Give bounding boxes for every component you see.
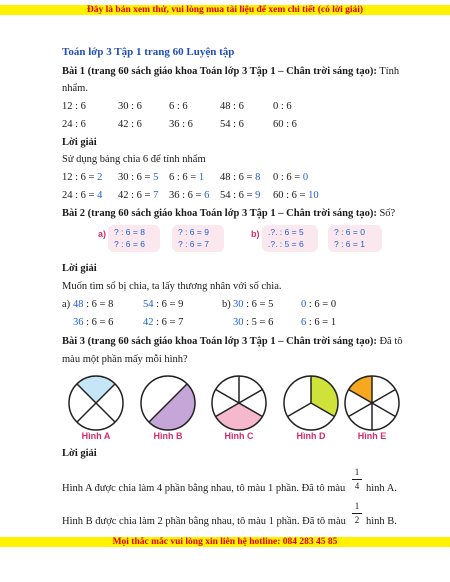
- bai2-chip: .?. : 6 = 5 .?. : 5 = 6: [262, 225, 318, 252]
- bai1-answer: 12 : 6 = 2: [62, 172, 103, 183]
- bai3-task-cont: màu một phần mấy mỗi hình?: [62, 354, 188, 365]
- bai1-expr: 36 : 6: [169, 119, 193, 130]
- bai3-heading-line: [62, 336, 403, 347]
- circle-e: [345, 376, 399, 430]
- bai2-chip: ? : 6 = 9 ? : 6 = 7: [172, 225, 224, 252]
- caption-b: Hình B: [153, 431, 183, 441]
- bai1-expr: 24 : 6: [62, 119, 86, 130]
- bai2-answer: 48 : 6 = 8: [73, 299, 114, 310]
- bai1-hint: Sử dụng bảng chia 6 để tính nhẩm: [62, 154, 206, 165]
- bai1-expr: 42 : 6: [118, 119, 142, 130]
- bai2-tag-b: b): [251, 229, 260, 239]
- bai1-expr: 12 : 6: [62, 101, 86, 112]
- bai2-answer: 54 : 6 = 9: [143, 299, 184, 310]
- caption-a: Hình A: [81, 431, 111, 441]
- page-title: Toán lớp 3 Tập 1 trang 60 Luyện tập: [62, 46, 235, 58]
- bai1-answer: 60 : 6 = 10: [273, 190, 319, 201]
- bai1-expr: 30 : 6: [118, 101, 142, 112]
- bai1-answer: 0 : 6 = 0: [273, 172, 309, 183]
- bai1-answer: 42 : 6 = 7: [118, 190, 159, 201]
- bai1-row2: [62, 119, 362, 133]
- caption-e: Hình E: [357, 431, 387, 441]
- bai2-answer: 30 : 6 = 5: [233, 299, 274, 310]
- bai2-answer: 6 : 6 = 1: [301, 317, 337, 328]
- bai2-chip: ? : 6 = 8 ? : 6 = 6: [108, 225, 160, 252]
- bai1-loigiai: Lời giải: [62, 137, 97, 148]
- bai1-ans-row2: [62, 190, 392, 204]
- bai2-answer: 30 : 5 = 6: [233, 317, 274, 328]
- bai3-line-a: Hình A được chia làm 4 phần bằng nhau, tô màu 1 phần. Đã tô màu: [62, 483, 346, 494]
- bai2-ans-row2: [62, 317, 382, 331]
- bai1-task-cont: nhẩm.: [62, 83, 88, 94]
- bai2-ans-row1: [62, 299, 382, 313]
- bai2-task: Số?: [379, 208, 396, 219]
- bai1-answer: 54 : 6 = 9: [220, 190, 261, 201]
- circle-c: [212, 376, 266, 430]
- circle-b: [141, 376, 195, 430]
- bai2-heading-line: [62, 208, 395, 219]
- bai3-line-b: Hình B được chia làm 2 phần bằng nhau, tô màu 1 phần. Đã tô màu: [62, 516, 346, 527]
- bai1-task: Tính: [379, 66, 400, 77]
- bai3-heading: Bài 3 (trang 60 sách giáo khoa Toán lớp 3 Tập 1 – Chân trời sáng tạo):: [62, 336, 377, 347]
- preview-banner: Đây là bản xem thử, vui lòng mua tài liệu để xem chi tiết (có lời giải): [0, 5, 450, 15]
- bai1-expr: 6 : 6: [169, 101, 188, 112]
- bai2-hint: Muốn tìm số bị chia, ta lấy thương nhân với số chia.: [62, 281, 282, 292]
- bai2-label-b: b): [222, 299, 231, 310]
- bai1-expr: 0 : 6: [273, 101, 292, 112]
- bai1-answer: 30 : 6 = 5: [118, 172, 159, 183]
- bai1-answer: 6 : 6 = 1: [169, 172, 205, 183]
- caption-c: Hình C: [224, 431, 254, 441]
- bai1-answer: 24 : 6 = 4: [62, 190, 103, 201]
- bai2-heading: Bài 2 (trang 60 sách giáo khoa Toán lớp 3 Tập 1 – Chân trời sáng tạo):: [62, 208, 377, 219]
- bai1-expr: 60 : 6: [273, 119, 297, 130]
- bai2-loigiai: Lời giải: [62, 263, 97, 274]
- bai1-expr: 54 : 6: [220, 119, 244, 130]
- caption-d: Hình D: [296, 431, 326, 441]
- bai1-expr: 48 : 6: [220, 101, 244, 112]
- bai1-answer: 36 : 6 = 6: [169, 190, 210, 201]
- bai3-circles: [60, 372, 400, 434]
- bai1-heading: Bài 1 (trang 60 sách giáo khoa Toán lớp 3 Tập 1 – Chân trời sáng tạo):: [62, 66, 377, 77]
- bai2-tag-a: a): [98, 229, 107, 239]
- bai3-line-a-end: hình A.: [366, 483, 397, 494]
- fraction-b: 1 2: [352, 501, 362, 526]
- bai3-line-b-end: hình B.: [366, 516, 397, 527]
- bai2-answer: 0 : 6 = 0: [301, 299, 337, 310]
- bai1-heading-line: [62, 66, 399, 77]
- circle-d: [284, 376, 338, 430]
- bai2-chip: ? : 6 = 0 ? : 6 = 1: [328, 225, 382, 252]
- footer-hotline: Mọi thắc mắc vui lòng xin liên hệ hotline: 084 283 45 85: [0, 537, 450, 547]
- fraction-a: 1 4: [352, 467, 362, 492]
- bai2-answer: 36 : 6 = 6: [73, 317, 114, 328]
- bai3-task: Đã tô: [379, 336, 403, 347]
- bai1-ans-row1: [62, 172, 392, 186]
- bai2-label-a: a): [62, 299, 71, 310]
- bai1-row1: [62, 101, 362, 115]
- bai1-answer: 48 : 6 = 8: [220, 172, 261, 183]
- bai3-loigiai: Lời giải: [62, 448, 97, 459]
- bai2-answer: 42 : 6 = 7: [143, 317, 184, 328]
- circle-a: [69, 376, 123, 430]
